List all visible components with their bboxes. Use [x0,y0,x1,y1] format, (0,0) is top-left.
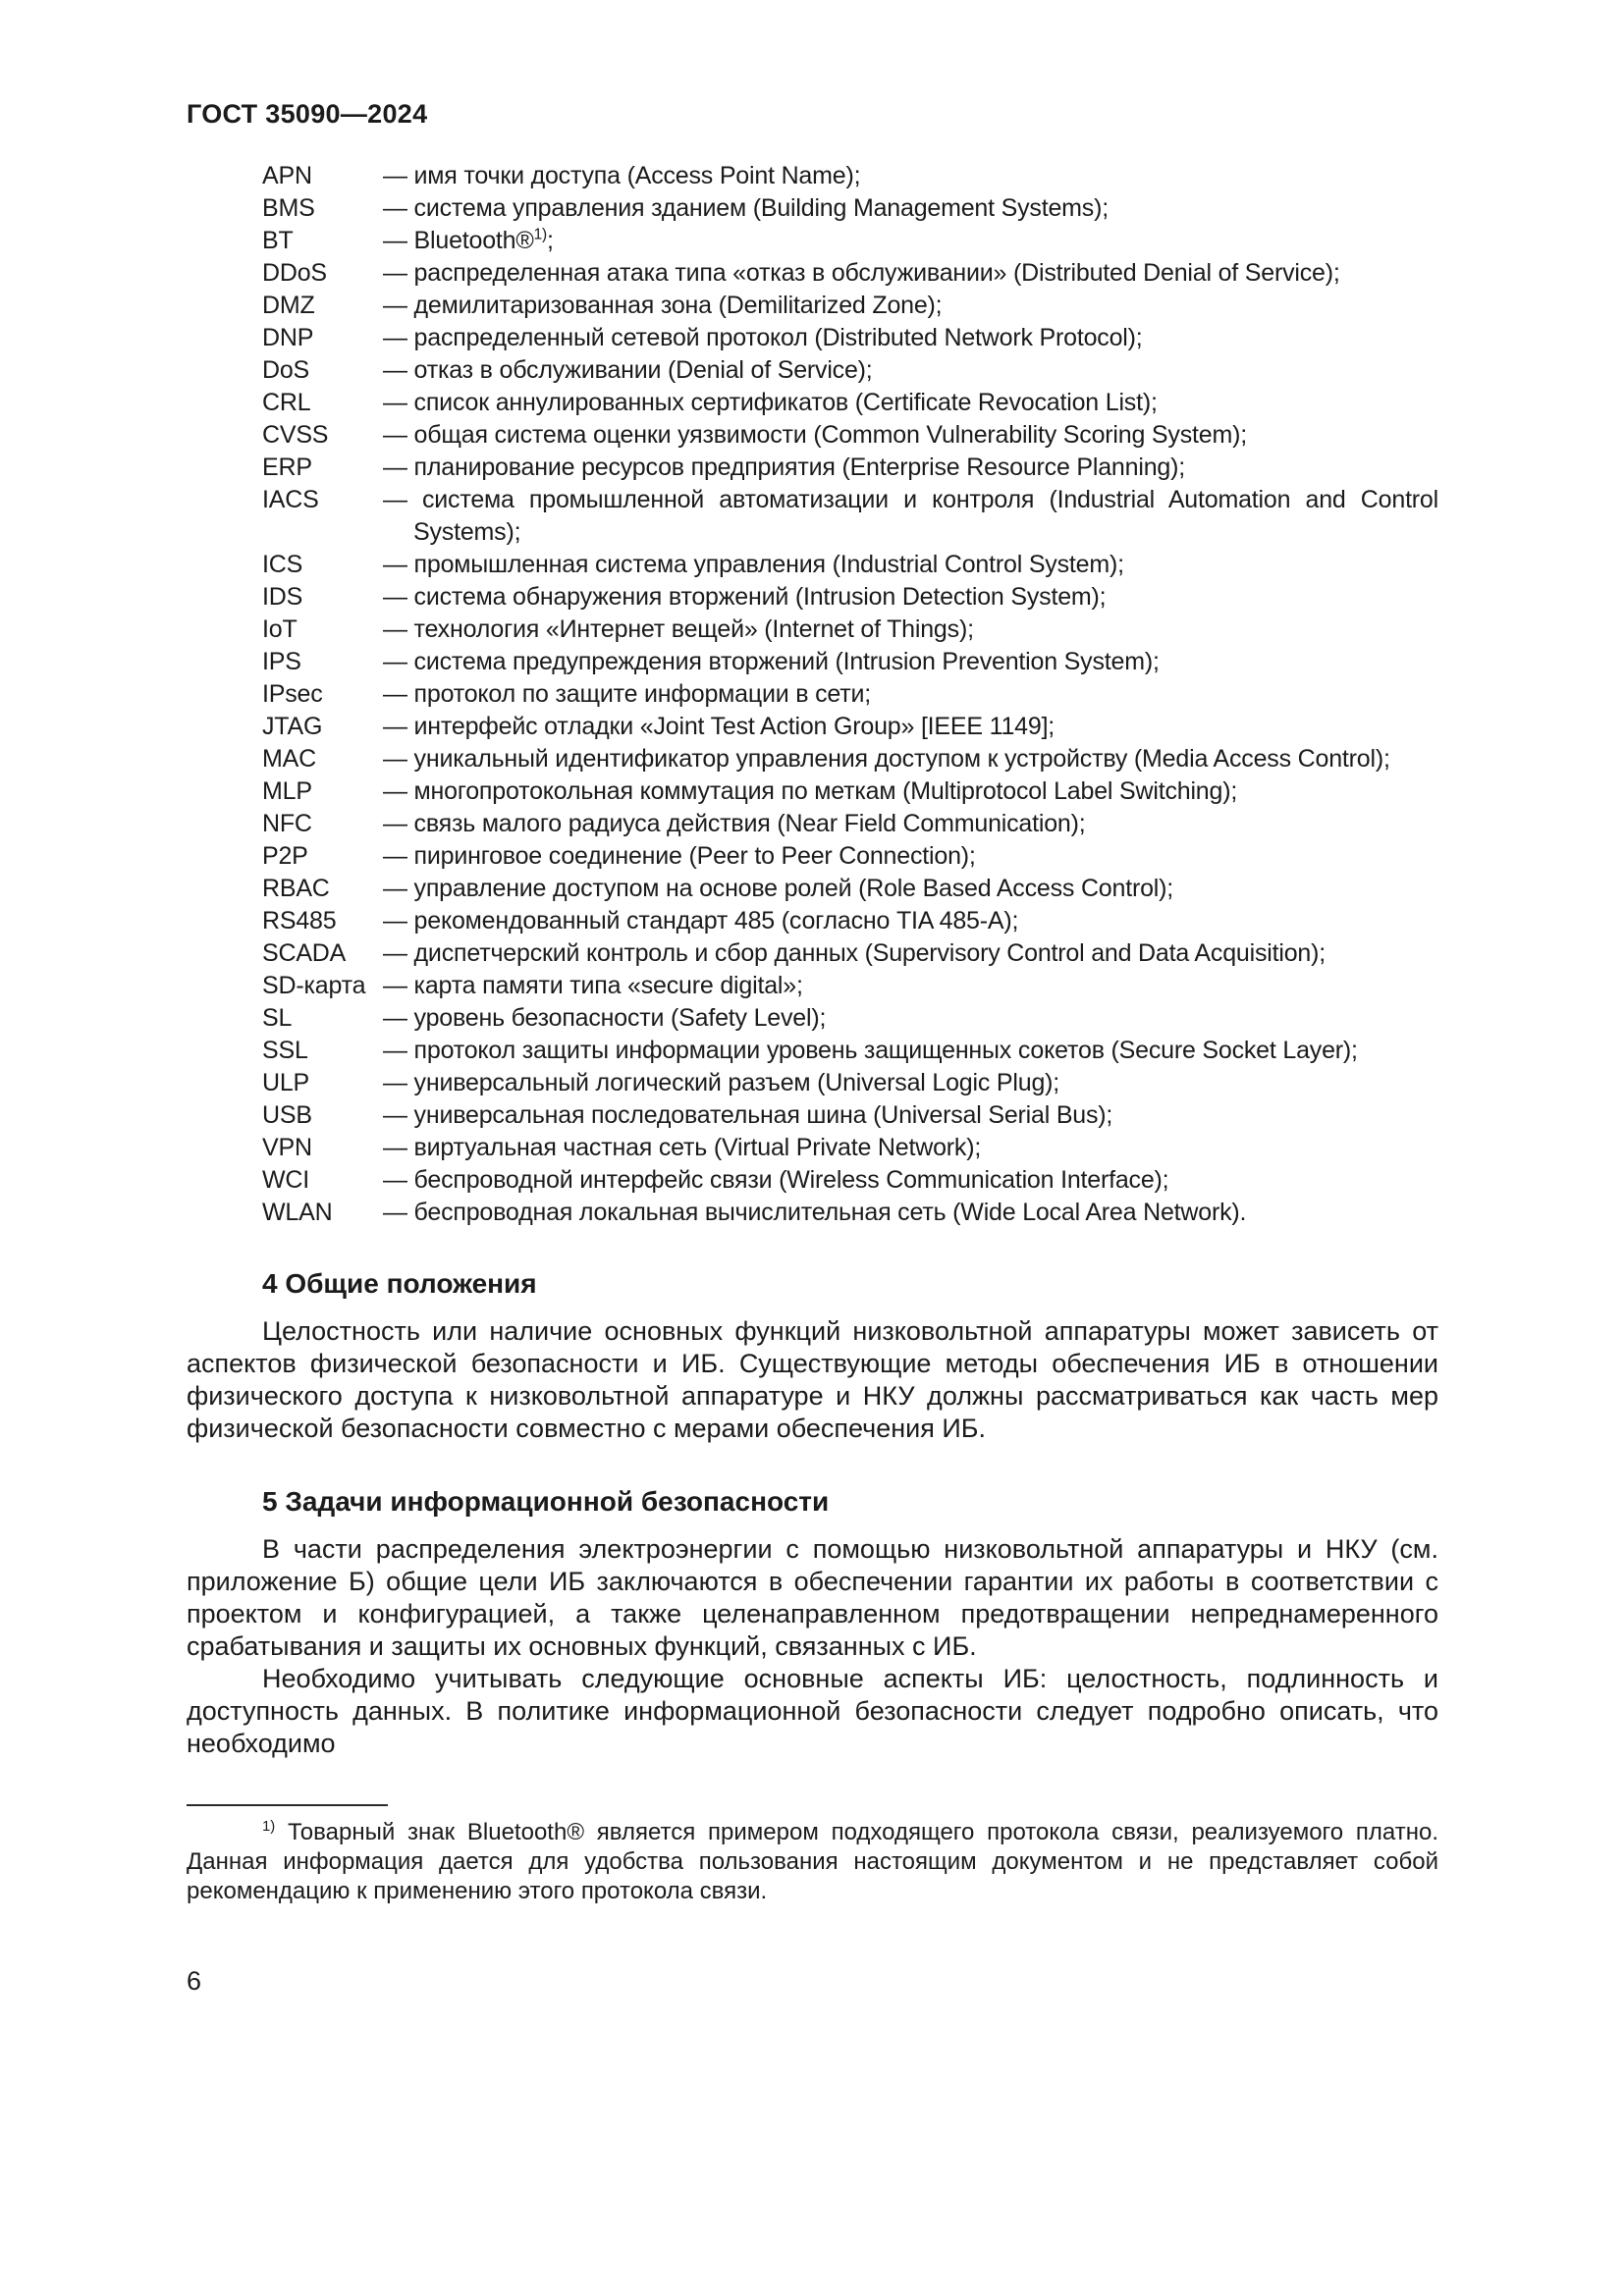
abbreviation-definition: — уникальный идентификатор управления доступом к устройству (Media Access Control); [383,745,1390,773]
abbreviation-definition: — система управления зданием (Building Management Systems); [383,194,1109,222]
abbreviation-definition: — рекомендованный стандарт 485 (согласно TIA 485-A); [383,907,1019,934]
abbreviation-row [262,1197,1438,1229]
abbreviation-row [262,452,1438,484]
section-4-paragraph: Целостность или наличие основных функций низковольтной аппаратуры может зависеть от аспектов физической безопасности и ИБ. Существующие методы обеспечения ИБ в отношении физического доступа к низковольтной аппаратуре и НКУ должны рассматриваться как часть мер физической безопасности совместно с мерами обеспечения ИБ. [187,1316,1438,1443]
abbreviation-definition: — имя точки доступа (Access Point Name); [383,162,861,189]
abbreviation-row [262,808,1438,840]
abbreviation-term: APN [262,162,312,189]
abbreviation-definition: — многопротокольная коммутация по меткам (Multiprotocol Label Switching); [383,777,1238,805]
abbreviation-term: MAC [262,745,316,773]
abbreviation-definition: — планирование ресурсов предприятия (Enterprise Resource Planning); [383,454,1185,481]
abbreviation-row [262,1164,1438,1197]
abbreviation-definition: — демилитаризованная зона (Demilitarized Zone); [383,292,943,319]
abbreviation-term: RS485 [262,907,337,934]
abbreviation-definition: — список аннулированных сертификатов (Certificate Revocation List); [383,389,1158,416]
abbreviations-list [262,160,1438,1229]
abbreviation-definition: — управление доступом на основе ролей (Role Based Access Control); [383,875,1174,902]
abbreviation-term: P2P [262,842,308,870]
footnote-rule [187,1804,388,1806]
abbreviation-term: SCADA [262,939,347,967]
abbreviation-term: VPN [262,1134,312,1161]
abbreviation-row [262,905,1438,937]
abbreviation-row [262,937,1438,970]
abbreviation-term: USB [262,1101,312,1129]
abbreviation-row [262,290,1438,322]
abbreviation-term: MLP [262,777,312,805]
abbreviation-term: IPS [262,648,301,675]
abbreviation-row [262,743,1438,775]
abbreviation-definition: — виртуальная частная сеть (Virtual Private Network); [383,1134,982,1161]
abbreviation-row [262,581,1438,614]
abbreviation-definition: — распределенная атака типа «отказ в обслуживании» (Distributed Denial of Service); [383,259,1340,287]
abbreviation-term: ICS [262,551,303,578]
abbreviation-definition: — беспроводной интерфейс связи (Wireless Communication Interface); [383,1166,1169,1194]
abbreviation-term: NFC [262,810,312,837]
abbreviation-definition: — универсальная последовательная шина (Universal Serial Bus); [383,1101,1113,1129]
abbreviation-row [262,775,1438,808]
abbreviation-term: WLAN [262,1199,333,1226]
abbreviation-term: JTAG [262,713,323,740]
abbreviation-row [262,322,1438,354]
section-5-paragraph-1: В части распределения электроэнергии с помощью низковольтной аппаратуры и НКУ (см. приложение Б) общие цели ИБ заключаются в обеспечении гарантии их работы в соответствии с проектом и конфигурацией, а также целенаправленном предотвращении непреднамеренного срабатывания и защиты их основных функций, связанных с ИБ. [187,1534,1438,1661]
abbreviation-term: IPsec [262,680,323,708]
abbreviation-definition: — технология «Интернет вещей» (Internet of Things); [383,615,974,643]
abbreviation-term: DMZ [262,292,315,319]
abbreviation-term: IDS [262,583,303,611]
abbreviation-definition: — уровень безопасности (Safety Level); [383,1004,827,1032]
doc-number: ГОСТ 35090—2024 [187,99,428,129]
abbreviation-row [262,646,1438,678]
abbreviation-row [262,354,1438,387]
abbreviation-definition: — протокол защиты информации уровень защищенных сокетов (Secure Socket Layer); [383,1037,1358,1064]
abbreviation-definition: — Bluetooth®$^{1)}$; [383,226,554,254]
abbreviation-term: CRL [262,389,311,416]
footnote-text [187,1818,1438,1906]
page-number: 6 [187,1966,202,1996]
abbreviation-term: SSL [262,1037,308,1064]
abbreviation-row [262,192,1438,225]
footnote-body: Товарный знак Bluetooth® является примером подходящего протокола связи, реализуемого платно. Данная информация дается для удобства пользования настоящим документом и не представляет собой рекомендацию к применению этого протокола связи. [187,1819,1438,1904]
abbreviation-definition: — система обнаружения вторжений (Intrusion Detection System); [383,583,1107,611]
section-4-title: 4 Общие положения [262,1268,537,1299]
abbreviation-row [262,387,1438,419]
abbreviation-definition: — система предупреждения вторжений (Intrusion Prevention System); [383,648,1160,675]
abbreviation-row [262,711,1438,743]
abbreviation-definition: — беспроводная локальная вычислительная сеть (Wide Local Area Network). [383,1199,1247,1226]
abbreviation-definition: — диспетчерский контроль и сбор данных (Supervisory Control and Data Acquisition); [383,939,1326,967]
abbreviation-term: IACS [262,486,319,513]
abbreviation-definition: — универсальный логический разъем (Universal Logic Plug); [383,1069,1060,1096]
abbreviation-row [262,1132,1438,1164]
abbreviation-term: SD-карта [262,972,366,999]
abbreviation-definition: — пиринговое соединение (Peer to Peer Connection); [383,842,976,870]
abbreviation-row [262,970,1438,1002]
abbreviation-definition: — система промышленной автоматизации и контроля (Industrial Automation and Control Systems); [383,486,1438,546]
abbreviation-term: DoS [262,356,310,384]
abbreviation-row [262,1035,1438,1067]
abbreviation-term: ERP [262,454,312,481]
abbreviation-definition: — связь малого радиуса действия (Near Field Communication); [383,810,1086,837]
section-5-title: 5 Задачи информационной безопасности [262,1486,830,1517]
abbreviation-row [262,1099,1438,1132]
abbreviation-row [262,840,1438,873]
abbreviation-row [262,257,1438,290]
abbreviation-row [262,484,1438,549]
abbreviation-row [262,614,1438,646]
abbreviation-term: ULP [262,1069,310,1096]
section-5-paragraph-2: Необходимо учитывать следующие основные аспекты ИБ: целостность, подлинность и доступность данных. В политике информационной безопасности следует подробно описать, что необходимо [187,1664,1438,1758]
abbreviation-row [262,1002,1438,1035]
abbreviation-row [262,549,1438,581]
abbreviation-definition: — интерфейс отладки «Joint Test Action Group» [IEEE 1149]; [383,713,1056,740]
abbreviation-definition: — отказ в обслуживании (Denial of Service); [383,356,873,384]
abbreviation-term: DNP [262,324,314,351]
abbreviation-term: CVSS [262,421,329,449]
abbreviation-term: DDoS [262,259,327,287]
abbreviation-definition: — общая система оценки уязвимости (Common Vulnerability Scoring System); [383,421,1247,449]
abbreviation-definition: — промышленная система управления (Industrial Control System); [383,551,1124,578]
abbreviation-row [262,160,1438,192]
footnote-marker: 1) [262,1819,276,1835]
abbreviation-term: RBAC [262,875,330,902]
abbreviation-definition: — распределенный сетевой протокол (Distributed Network Protocol); [383,324,1143,351]
abbreviation-term: BMS [262,194,315,222]
abbreviation-row [262,873,1438,905]
abbreviation-term: SL [262,1004,293,1032]
footnote-block [187,1804,1438,1906]
abbreviation-term: IoT [262,615,298,643]
abbreviation-row [262,678,1438,711]
abbreviation-row [262,419,1438,452]
abbreviation-definition: — карта памяти типа «secure digital»; [383,972,803,999]
abbreviation-term: BT [262,227,294,254]
abbreviation-term: WCI [262,1166,309,1194]
footnote-reference-mark: 1) [533,226,547,243]
abbreviation-row [262,225,1438,257]
abbreviation-row [262,1067,1438,1099]
abbreviation-definition: — протокол по защите информации в сети; [383,680,872,708]
